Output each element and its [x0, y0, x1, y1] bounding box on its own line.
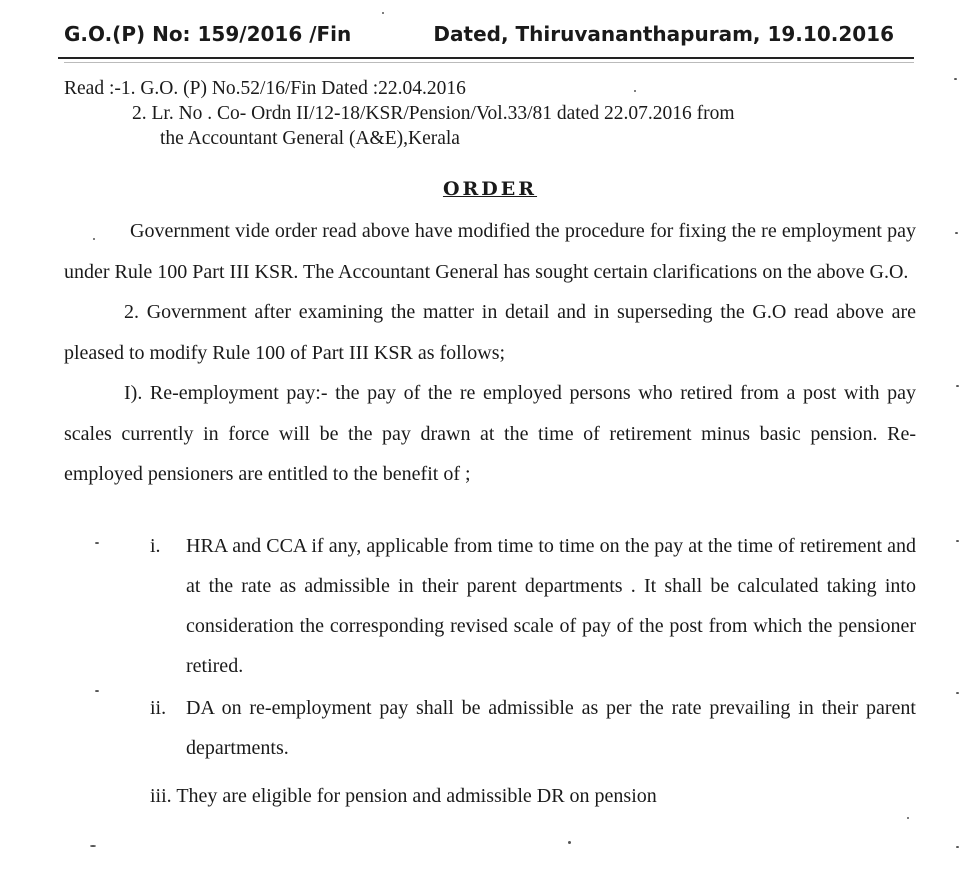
list-item [150, 688, 916, 768]
scan-speck [954, 78, 957, 80]
scan-speck [90, 845, 96, 847]
scan-speck [956, 385, 959, 387]
scan-speck [568, 841, 571, 844]
scan-speck [95, 690, 99, 692]
paragraph-2: 2. Government after examining the matter in detail and in superseding the G.O read above are pleased to modify Rule 100 of Part III KSR as follows; [64, 301, 916, 364]
header-rule-faint [64, 62, 914, 63]
scan-speck [956, 540, 959, 542]
order-title: ORDER [442, 178, 538, 200]
order-body [64, 211, 916, 495]
scan-speck [382, 12, 384, 14]
list-item-text: HRA and CCA if any, applicable from time to time on the pay at the time of retirement and at the rate as admissible in their parent departments . It shall be calculated taking into consideration the corresponding revised scale of pay of the post from which the pensioner retired. [186, 535, 916, 677]
header-rule [58, 57, 914, 59]
go-number: G.O.(P) No: 159/2016 /Fin [64, 22, 352, 46]
reference-2-continued: the Accountant General (A&E),Kerala [160, 128, 460, 149]
scan-speck [956, 692, 959, 694]
list-item-text: DA on re-employment pay shall be admissible as per the rate prevailing in their parent departments. [186, 697, 916, 759]
list-item-marker: ii. [150, 697, 167, 719]
paragraph-1: Government vide order read above have modified the procedure for fixing the re employment pay under Rule 100 Part III KSR. The Accountant General has sought certain clarifications on the above G.O. [64, 220, 916, 283]
scan-speck [907, 817, 909, 819]
dated-line: Dated, Thiruvananthapuram, 19.10.2016 [433, 22, 894, 46]
list-item [150, 776, 916, 816]
scan-speck [93, 238, 95, 240]
reference-1: Read :-1. G.O. (P) No.52/16/Fin Dated :22.04.2016 [64, 78, 466, 99]
document-header [64, 20, 920, 56]
paragraph-3: I). Re-employment pay:- the pay of the re employed persons who retired from a post with pay scales currently in force will be the pay drawn at the time of retirement minus basic pension. Re-employed pensioners are entitled to the benefit of ; [64, 382, 916, 485]
list-item-marker: iii. [150, 785, 172, 807]
list-item-text: They are eligible for pension and admissible DR on pension [176, 785, 657, 807]
reference-2: 2. Lr. No . Co- Ordn II/12-18/KSR/Pension/Vol.33/81 dated 22.07.2016 from [132, 103, 735, 124]
scan-speck [634, 90, 636, 92]
list-item-marker: i. [150, 535, 161, 557]
scan-speck [95, 542, 99, 544]
references-block [64, 76, 924, 151]
scan-speck [956, 846, 959, 848]
scan-speck [955, 232, 958, 234]
list-item [150, 526, 916, 686]
